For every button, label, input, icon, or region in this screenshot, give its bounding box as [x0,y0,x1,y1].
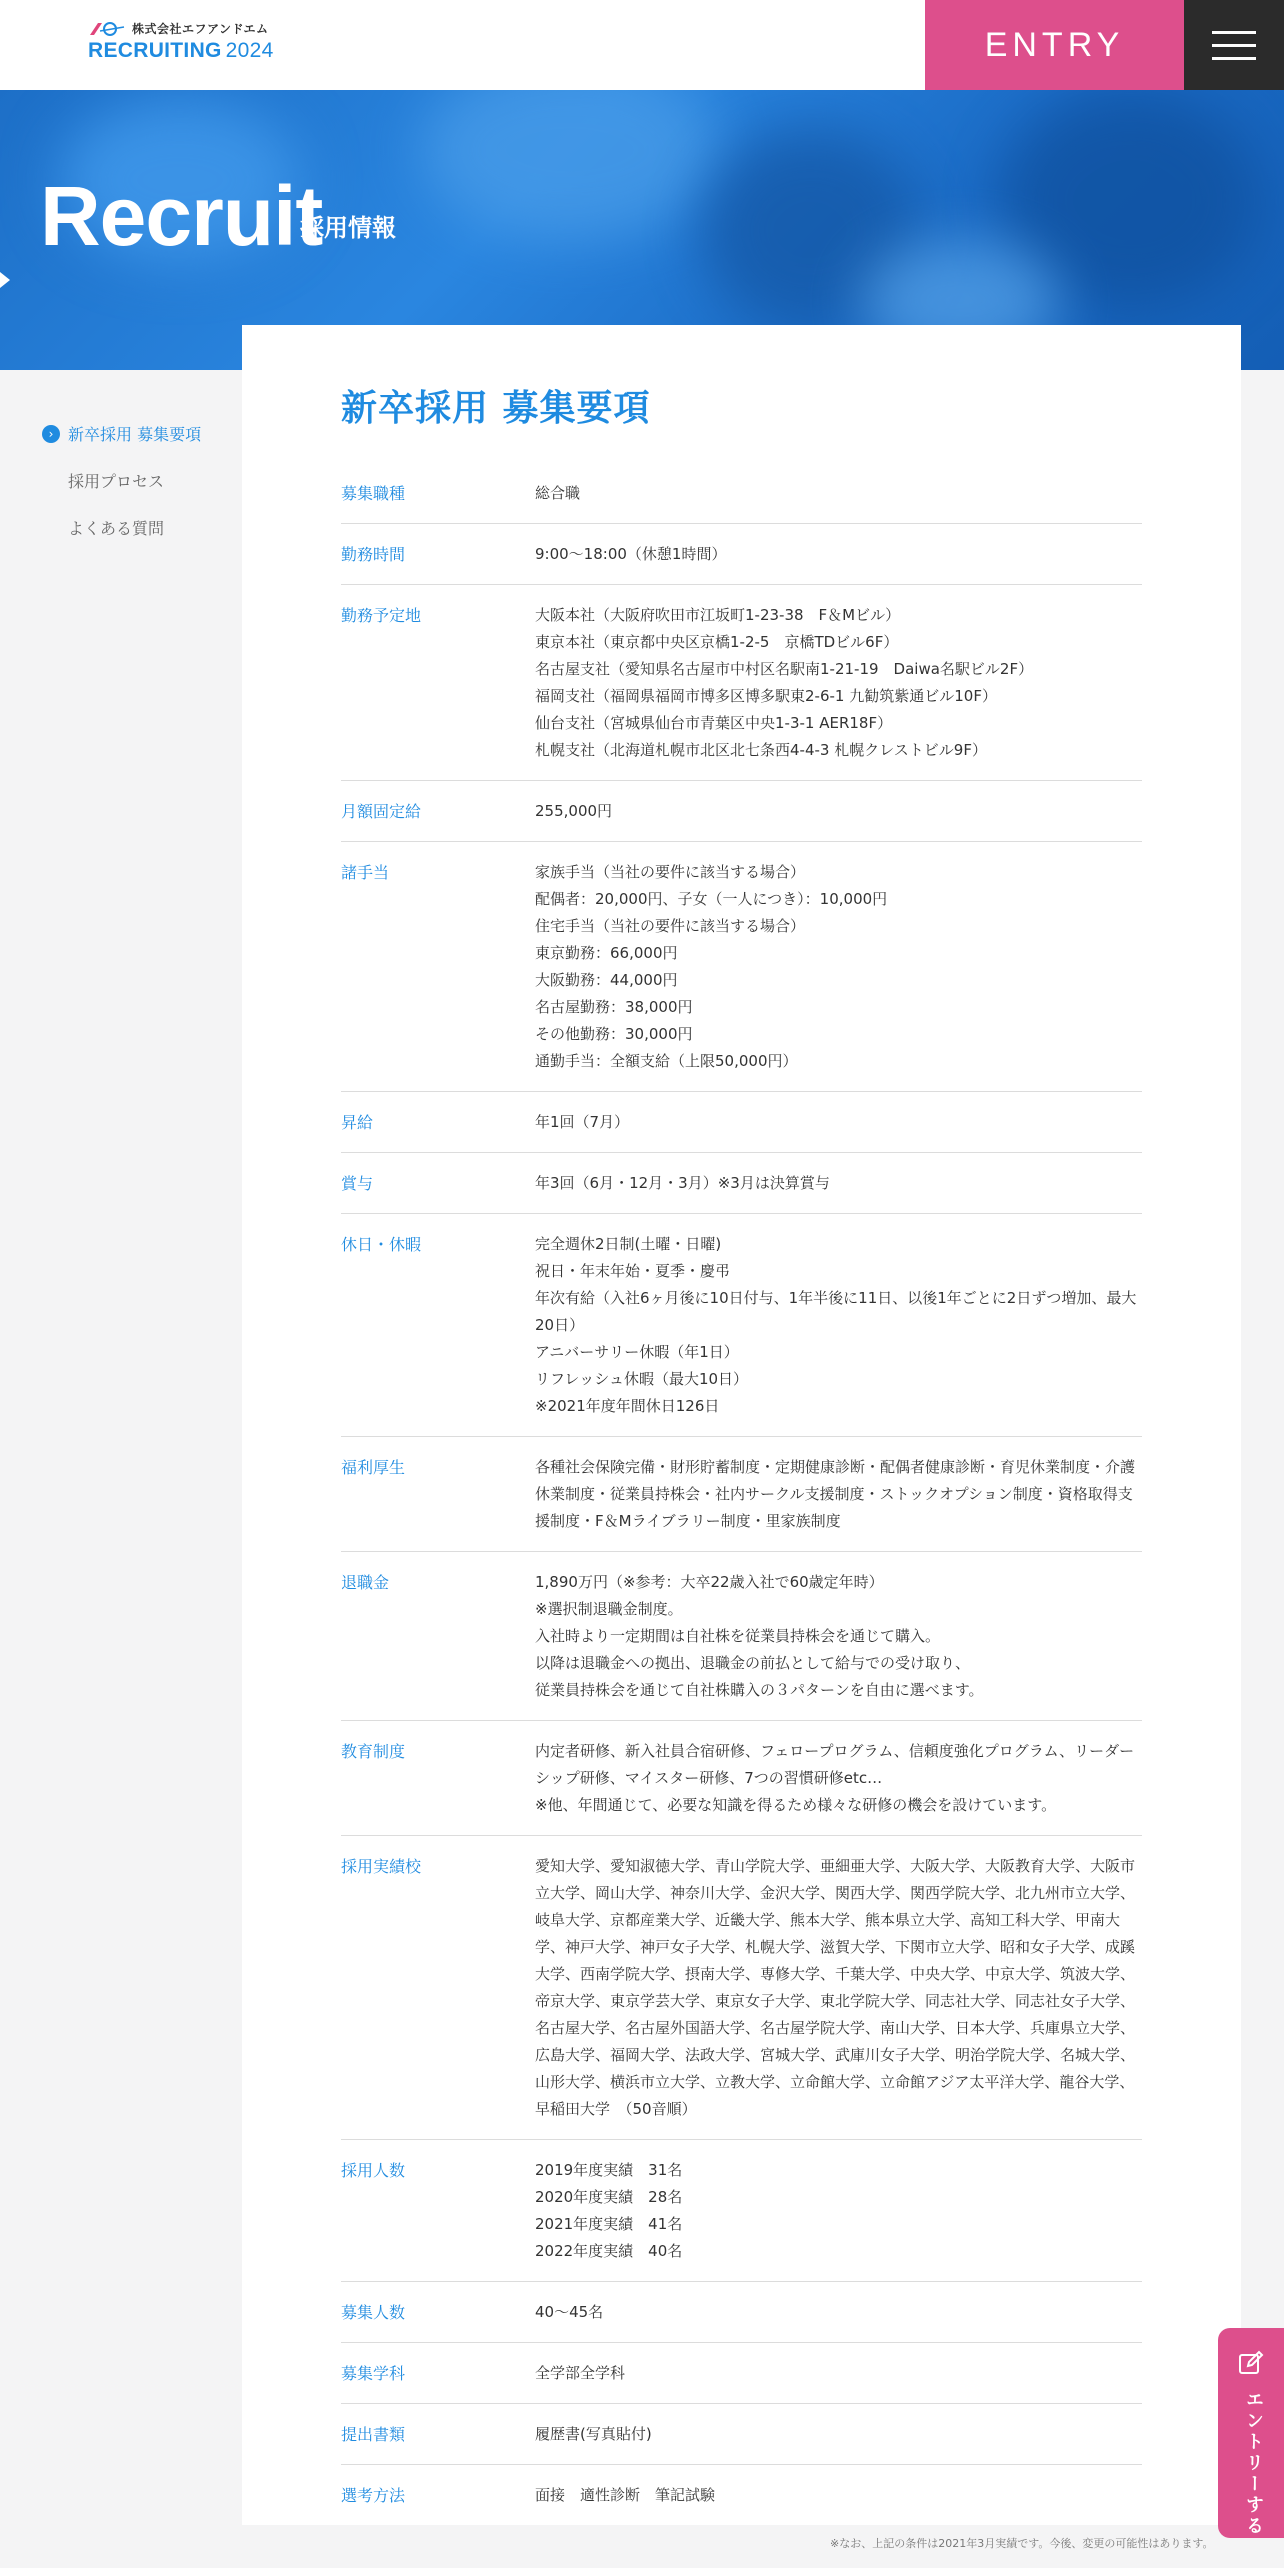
row-value [535,2360,1142,2387]
logo-mark-icon [88,21,126,37]
value-line: 完全週休2日制(土曜・日曜) [535,1235,722,1253]
sidebar-item-label: よくある質問 [68,519,165,538]
table-row [341,1437,1142,1552]
value-line: 祝日・年末年始・夏季・慶弔 [535,1262,731,1280]
table-row [341,2404,1142,2465]
footnote: ※なお、上記の条件は2021年3月実績です。今後、変更の可能性はあります。 [830,2537,1214,2550]
row-label: 募集学科 [341,2364,406,2383]
sidebar-item-label: 採用プロセス [68,472,165,491]
value-line: 年次有給（入社6ヶ月後に10日付与、1年半後に11日、以後1年ごとに2日ずつ増加、最大20日） [535,1289,1137,1334]
table-row [341,585,1142,781]
value-line: 255,000円 [535,802,613,820]
row-value [535,2157,1142,2265]
value-line: 通勤手当：全額支給（上限50,000円） [535,1052,798,1070]
value-line: 名古屋勤務：38,000円 [535,998,693,1016]
hero-subtitle: 採用情報 [300,214,396,242]
row-label: 勤務時間 [341,545,406,564]
row-value [535,1231,1142,1420]
row-label: 募集職種 [341,484,406,503]
table-row [341,2282,1142,2343]
row-value [535,2299,1142,2326]
row-value [535,859,1142,1075]
sidebar-item-label: 新卒採用 募集要項 [68,425,202,444]
value-line: 各種社会保険完備・財形貯蓄制度・定期健康診断・配偶者健康診断・育児休業制度・介護休業制度・従業員持株会・社内サークル支援制度・ストックオプション制度・資格取得支援制度・F＆Mライブラリー制度・里家族制度 [535,1458,1136,1530]
hamburger-menu-button[interactable] [1184,0,1284,90]
value-line: 名古屋支社（愛知県名古屋市中村区名駅南1-21-19 Daiwa名駅ビル2F） [535,660,1034,678]
value-line: 2020年度実績 28名 [535,2188,683,2206]
table-row [341,1836,1142,2140]
value-line: 年3回（6月・12月・3月）※3月は決算賞与 [535,1174,830,1192]
row-label: 福利厚生 [341,1458,406,1477]
row-value [535,1109,1142,1136]
row-label: 提出書類 [341,2425,406,2444]
row-label: 選考方法 [341,2486,406,2505]
value-line: 面接 適性診断 筆記試験 [535,2486,716,2504]
table-row [341,1214,1142,1437]
sidebar-item-recruitment-process[interactable] [42,457,242,504]
row-label: 休日・休暇 [341,1235,422,1254]
row-label: 退職金 [341,1573,390,1592]
row-value [535,1454,1142,1535]
value-line: 札幌支社（北海道札幌市北区北七条西4-4-3 札幌クレストビル9F） [535,741,987,759]
edit-icon [1238,2350,1264,2380]
value-line: リフレッシュ休暇（最大10日） [535,1370,749,1388]
row-value [535,602,1142,764]
value-line: 9:00〜18:00（休憩1時間） [535,545,727,563]
value-line: 福岡支社（福岡県福岡市博多区博多駅東2-6-1 九勧筑紫通ビル10F） [535,687,997,705]
row-label: 採用実績校 [341,1857,422,1876]
table-row [341,1721,1142,1836]
table-row [341,463,1142,524]
table-row [341,2465,1142,2525]
hero-arrow-icon [0,272,10,288]
value-line: 年1回（7月） [535,1113,630,1131]
site-header [0,0,1284,90]
value-line: 入社時より一定期間は自社株を従業員持株会を通じて購入。 [535,1627,941,1645]
value-line: ※選択制退職金制度。 [535,1600,683,1618]
page-title: 新卒採用 募集要項 [341,388,651,429]
row-value [535,1853,1142,2123]
value-line: 履歴書(写真貼付) [535,2425,652,2443]
row-label: 諸手当 [341,863,390,882]
sidebar-item-recruitment-requirements[interactable] [42,410,242,457]
hero-title: Recruit [40,169,323,263]
floating-entry-label: エントリーする [1243,2390,1264,2537]
row-label: 教育制度 [341,1742,406,1761]
value-line: アニバーサリー休暇（年1日） [535,1343,739,1361]
value-line: 40〜45名 [535,2303,604,2321]
value-line: ※他、年間通じて、必要な知識を得るため様々な研修の機会を設けています。 [535,1796,1057,1814]
value-line: 2021年度実績 41名 [535,2215,683,2233]
recruiting-year: 2024 [225,39,274,62]
value-line: 2019年度実績 31名 [535,2161,683,2179]
table-row [341,2343,1142,2404]
table-row [341,2140,1142,2282]
row-value [535,541,1142,568]
company-logo[interactable] [88,20,274,63]
chevron-right-icon: › [42,425,60,443]
row-value [535,2421,1142,2448]
table-row [341,781,1142,842]
table-row [341,842,1142,1092]
value-line: 大阪勤務：44,000円 [535,971,678,989]
table-row [341,1153,1142,1214]
value-line: 配偶者：20,000円、子女（一人につき）：10,000円 [535,890,888,908]
value-line: 大阪本社（大阪府吹田市江坂町1-23-38 F＆Mビル） [535,606,901,624]
entry-button[interactable]: ENTRY [925,0,1184,90]
row-label: 採用人数 [341,2161,406,2180]
row-label: 賞与 [341,1174,374,1193]
row-value [535,1738,1142,1819]
value-line: 総合職 [535,484,581,502]
row-value [535,1569,1142,1704]
value-line: 住宅手当（当社の要件に該当する場合） [535,917,806,935]
value-line: 1,890万円（※参考：大卒22歳入社で60歳定年時） [535,1573,884,1591]
value-line: 従業員持株会を通じて自社株購入の３パターンを自由に選べます。 [535,1681,984,1699]
sidebar-item-faq[interactable] [42,504,242,551]
value-line: 東京本社（東京都中央区京橋1-2-5 京橋TDビル6F） [535,633,899,651]
company-name: 株式会社エフアンドエム [132,22,269,36]
sidebar-nav [42,410,242,551]
row-value [535,2482,1142,2509]
row-value [535,480,1142,507]
table-row [341,524,1142,585]
row-label: 募集人数 [341,2303,406,2322]
table-row [341,1092,1142,1153]
value-line: 家族手当（当社の要件に該当する場合） [535,863,806,881]
floating-entry-button[interactable] [1218,2328,1284,2538]
requirements-card [242,325,1241,2525]
row-value [535,798,1142,825]
row-value [535,1170,1142,1197]
value-line: 全学部全学科 [535,2364,626,2382]
value-line: 東京勤務：66,000円 [535,944,678,962]
value-line: ※2021年度年間休日126日 [535,1397,720,1415]
row-label: 月額固定給 [341,802,422,821]
recruiting-label [88,39,274,63]
value-line: 以降は退職金への拠出、退職金の前払として給与での受け取り、 [535,1654,971,1672]
recruiting-text: RECRUITING [88,39,222,62]
table-row [341,1552,1142,1721]
value-line: 2022年度実績 40名 [535,2242,683,2260]
value-line: 内定者研修、新入社員合宿研修、フェロープログラム、信頼度強化プログラム、リーダーシップ研修、マイスター研修、7つの習慣研修etc… [535,1742,1135,1787]
value-line: 愛知大学、愛知淑徳大学、青山学院大学、亜細亜大学、大阪大学、大阪教育大学、大阪市立大学、岡山大学、神奈川大学、金沢大学、関西大学、関西学院大学、北九州市立大学、岐阜大学、京都産業大学、近畿大学、熊本大学、熊本県立大学、高知工科大学、甲南大学、神戸大学、神戸女子大学、札幌大学、滋賀大学、下関市立大学、昭和女子大学、成蹊大学、西南学院大学、摂南大学、専修大学、千葉大学、中央大学、中京大学、筑波大学、帝京大学、東京学芸大学、東京女子大学、東北学院大学、同志社大学、同志社女子大学、名古屋大学、名古屋外国語大学、名古屋学院大学、南山大学、日本大学、兵庫県立大学、広島大学、福岡大学、法政大学、宮城大学、武庫川女子大学、明治学院大学、名城大学、山形大学、横浜市立大学、立教大学、立命館大学、立命館アジア太平洋大学、龍谷大学、早稲田大学 （50音順） [535,1857,1136,2118]
requirements-table [341,463,1142,2525]
row-label: 昇給 [341,1113,374,1132]
value-line: 仙台支社（宮城県仙台市青葉区中央1-3-1 AER18F） [535,714,893,732]
value-line: その他勤務：30,000円 [535,1025,693,1043]
row-label: 勤務予定地 [341,606,422,625]
